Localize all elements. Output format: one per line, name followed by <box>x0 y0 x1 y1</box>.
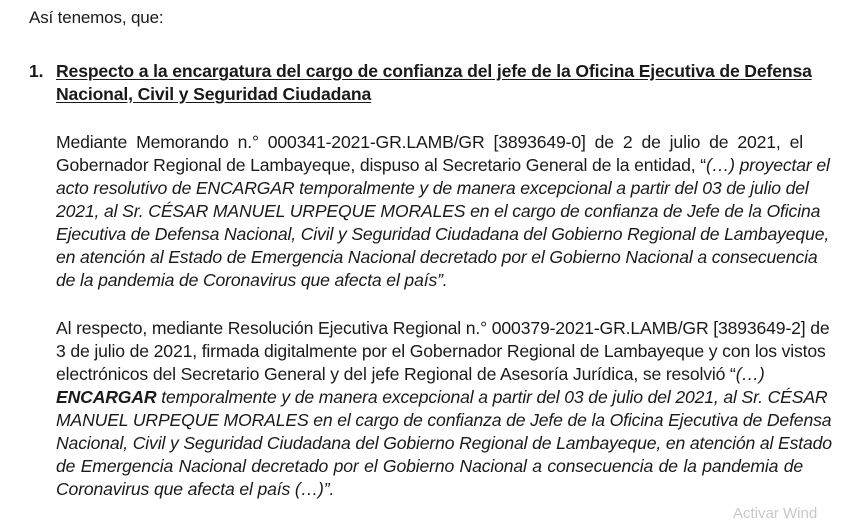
paragraph-2-line-2: 3 de julio de 2021, firmada digitalmente por el Gobernador Regional de Lambayeque y con los vistos <box>56 341 826 361</box>
paragraph-2-line-7: de Emergencia Nacional decretado por el Gobierno Nacional a consecuencia de la pandemia de <box>56 456 803 476</box>
paragraph-1-line-3: acto resolutivo de ENCARGAR temporalmente y de manera excepcional a partir del 03 de julio del <box>56 178 809 198</box>
paragraph-1-line-2: Gobernador Regional de Lambayeque, dispuso al Secretario General de la entidad, “(…) proyectar el <box>56 155 830 175</box>
paragraph-2-line-4: ENCARGAR temporalmente y de manera excepcional a partir del 03 de julio del 2021, al Sr. CÉSAR <box>56 387 828 407</box>
paragraph-1-line-5: Ejecutiva de Defensa Nacional, Civil y Seguridad Ciudadana del Gobierno Regional de Lambayeque, <box>56 224 830 244</box>
section-number: 1. <box>29 61 44 81</box>
paragraph-2-line-8: Coronavirus que afecta el país (…)”. <box>56 479 335 499</box>
paragraph-1-line-4: 2021, al Sr. CÉSAR MANUEL URPEQUE MORALES en el cargo de confianza de Jefe de la Oficina <box>56 201 821 221</box>
paragraph-2-line-5: MANUEL URPEQUE MORALES en el cargo de confianza de Jefe de la Oficina Ejecutiva de Defensa <box>56 410 832 430</box>
section-heading-line-1: Respecto a la encargatura del cargo de confianza del jefe de la Oficina Ejecutiva de Defensa <box>56 61 812 81</box>
intro-text: Así tenemos, que: <box>29 8 164 27</box>
paragraph-2-line-3: electrónicos del Secretario General y del jefe Regional de Asesoría Jurídica, se resolvió “(…) <box>56 364 765 384</box>
paragraph-2-line-6: Nacional, Civil y Seguridad Ciudadana del Gobierno Regional de Lambayeque, en atención al Estado <box>56 433 832 453</box>
section-heading-line-2: Nacional, Civil y Seguridad Ciudadana <box>56 84 372 104</box>
paragraph-1-line-6: en atención al Estado de Emergencia Nacional decretado por el Gobierno Nacional a consecuencia <box>56 247 818 267</box>
paragraph-1-line-1: Mediante Memorando n.° 000341-2021-GR.LAMB/GR [3893649-0] de 2 de julio de 2021, el <box>56 132 803 152</box>
paragraph-2-line-1: Al respecto, mediante Resolución Ejecutiva Regional n.° 000379-2021-GR.LAMB/GR [3893649-2] de <box>56 318 830 338</box>
activation-watermark: Activar Wind <box>733 505 818 522</box>
paragraph-1-line-7: de la pandemia de Coronavirus que afecta el país”. <box>56 270 448 290</box>
